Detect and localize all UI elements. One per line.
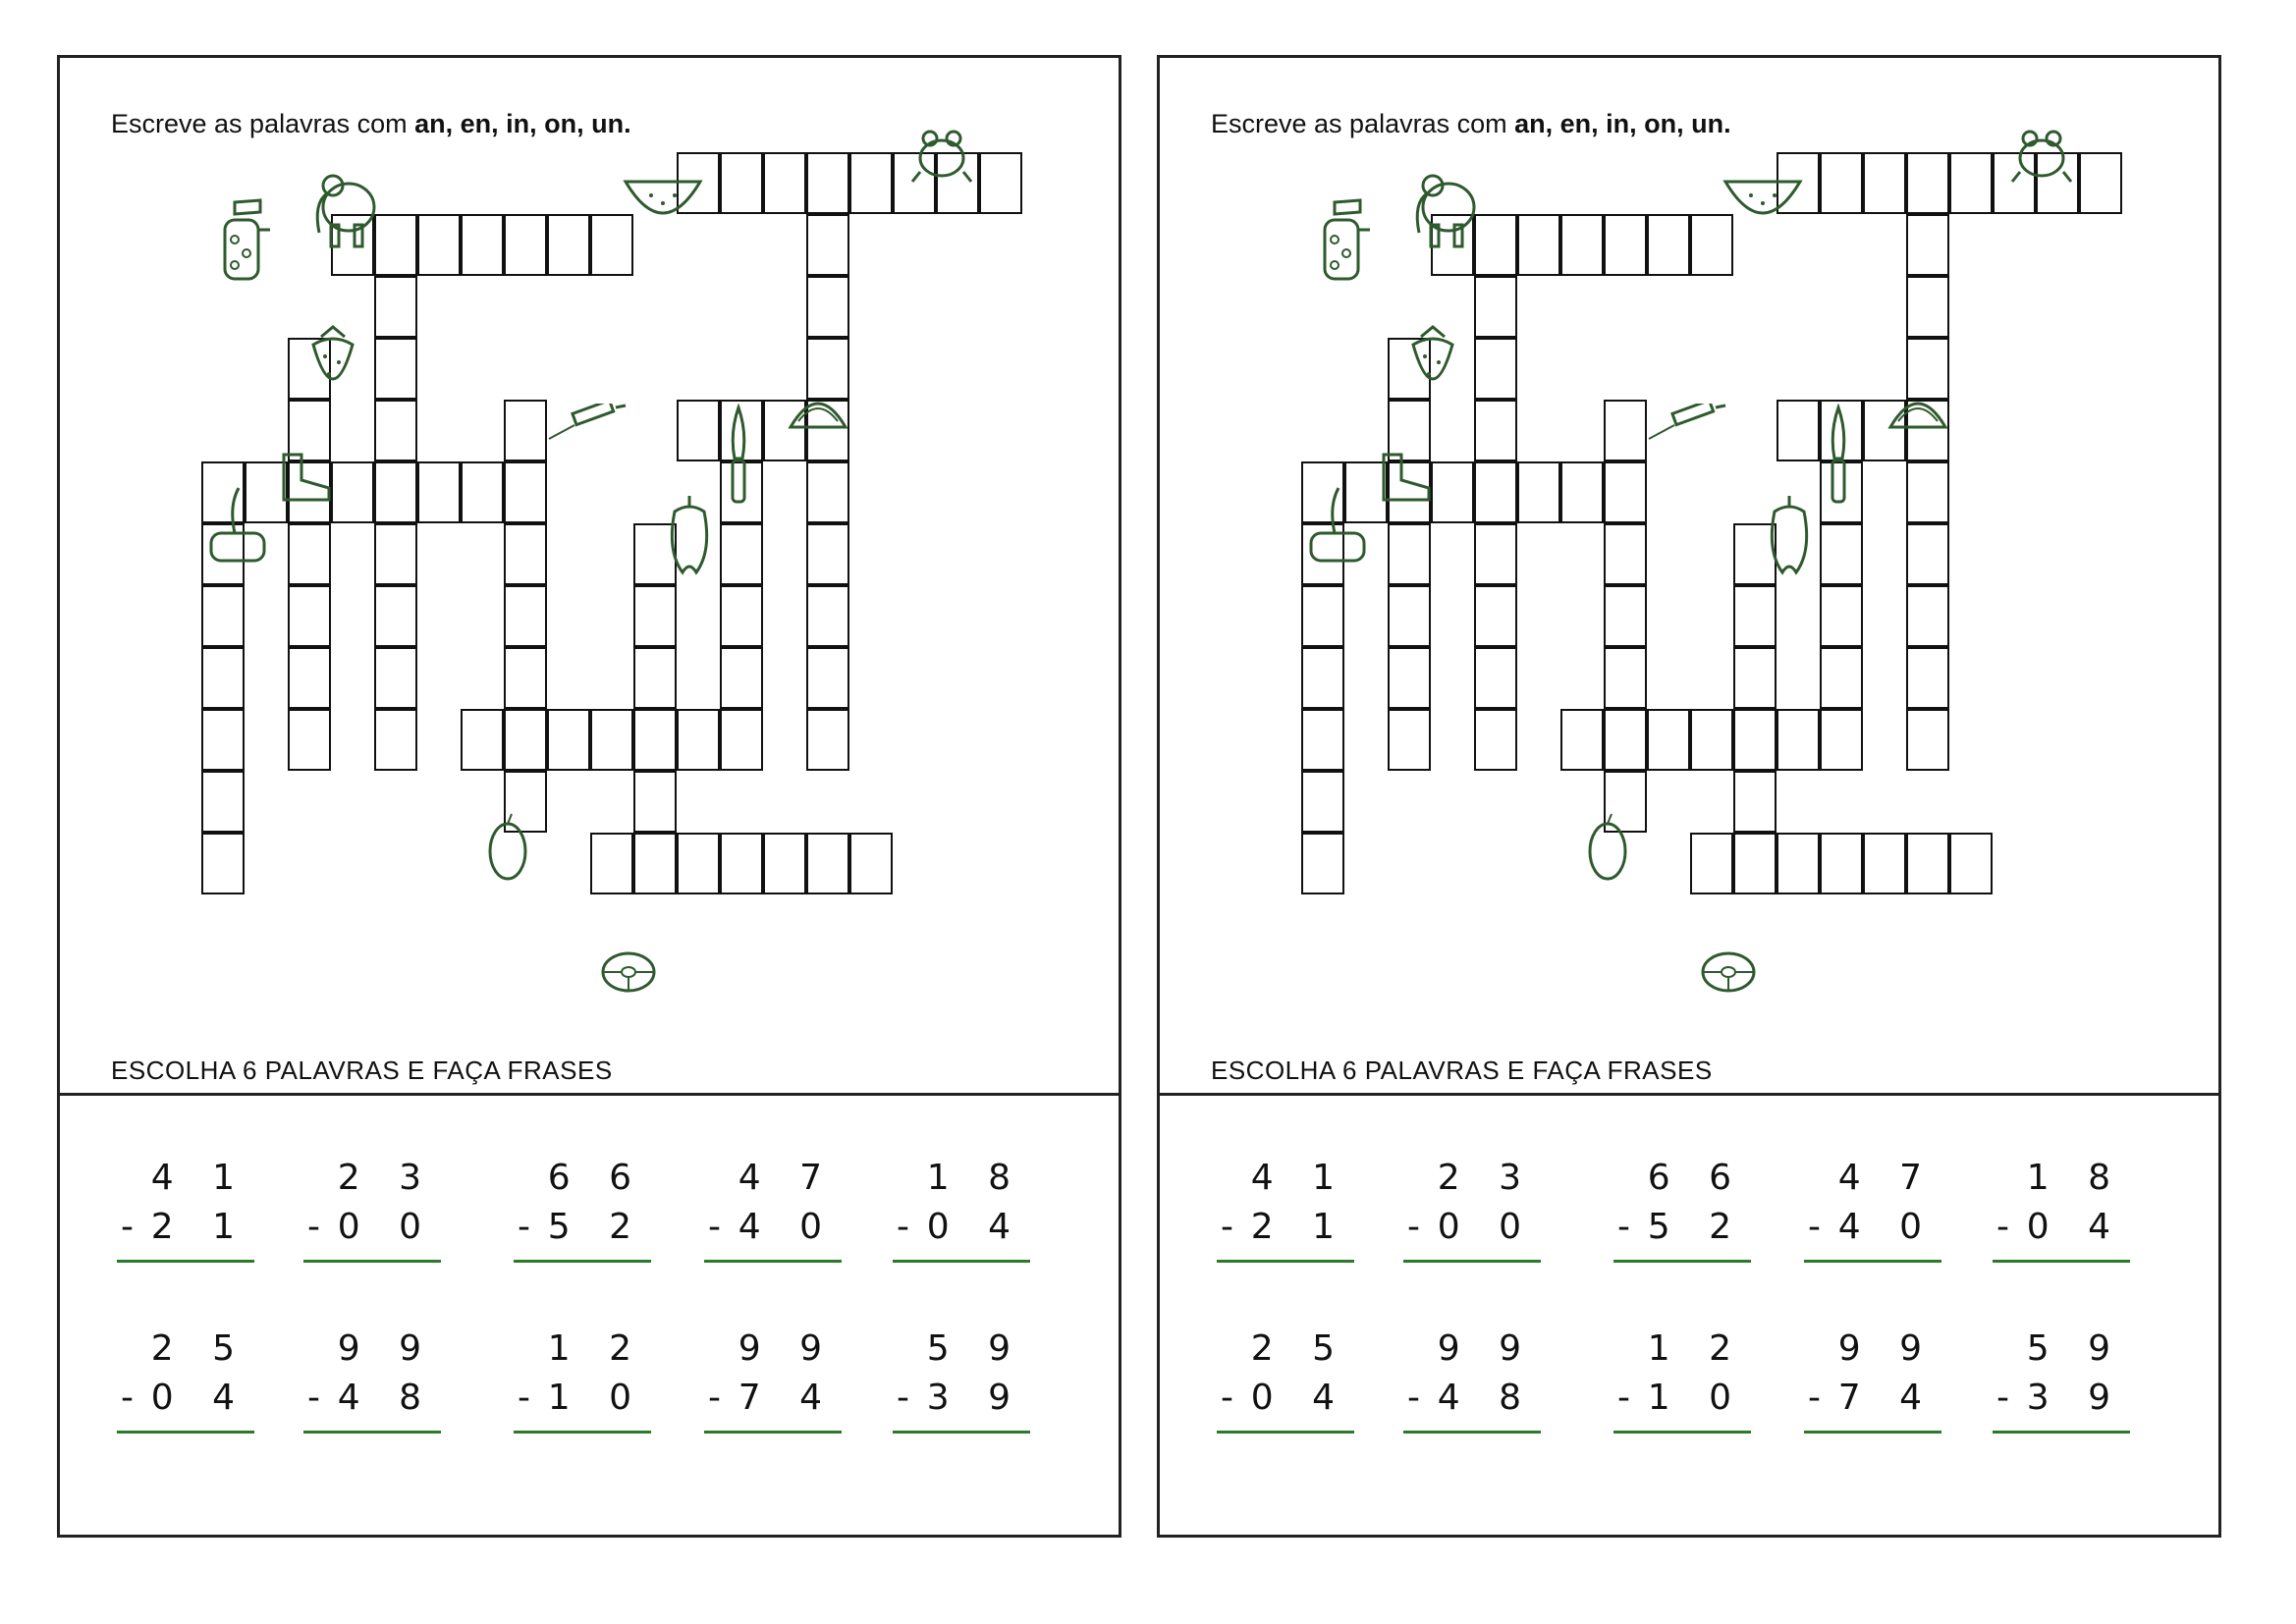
minus-sign: - [1617, 1378, 1630, 1418]
minuend: 4 7 [738, 1158, 836, 1198]
strawberry-icon [307, 323, 358, 408]
minus-sign: - [1221, 1378, 1233, 1418]
crossword-cell[interactable] [461, 214, 504, 276]
crossword-cell[interactable] [374, 276, 417, 338]
subtrahend: 4 0 [738, 1207, 836, 1247]
subtraction-problem [121, 1328, 248, 1436]
subtrahend: 0 4 [2026, 1207, 2124, 1247]
subtrahend: 0 4 [1250, 1378, 1348, 1418]
elephant-icon [307, 164, 382, 257]
boot-icon [274, 451, 335, 509]
minus-sign: - [1407, 1207, 1420, 1247]
subtraction-problem [518, 1328, 645, 1436]
subtraction-problem [708, 1158, 836, 1266]
subtraction-problem [1996, 1158, 2124, 1266]
subtraction-problem [1996, 1328, 2124, 1436]
crossword-cell[interactable] [806, 647, 849, 709]
strawberry-icon [1407, 323, 1458, 408]
section-divider [60, 1093, 1119, 1096]
minuend: 6 6 [1647, 1158, 1745, 1198]
minuend: 4 1 [1250, 1158, 1348, 1198]
watermelon-icon [1722, 176, 1804, 236]
crossword-cell[interactable] [504, 523, 547, 585]
minus-sign: - [1617, 1207, 1630, 1247]
crossword-cell[interactable] [374, 338, 417, 400]
crossword-cell[interactable] [1906, 214, 1949, 276]
crossword-cell[interactable] [504, 709, 547, 771]
minuend: 5 9 [2026, 1328, 2124, 1369]
crossword-cell[interactable] [1777, 709, 1820, 771]
crossword-cell[interactable] [1906, 647, 1949, 709]
crossword-cell[interactable] [806, 338, 849, 400]
minus-sign: - [708, 1207, 721, 1247]
pot-icon [1317, 190, 1372, 294]
crossword-cell[interactable] [1301, 647, 1344, 709]
crossword-cell[interactable] [1949, 152, 1993, 214]
minuend: 6 6 [547, 1158, 645, 1198]
crossword-cell[interactable] [1733, 833, 1777, 894]
crossword-cell[interactable] [1604, 647, 1647, 709]
crossword-cell[interactable] [1733, 709, 1777, 771]
instruction-prefix: Escreve as palavras com [111, 109, 408, 138]
minus-sign: - [1996, 1378, 2009, 1418]
answer-line [1403, 1431, 1541, 1434]
crossword-cell[interactable] [1733, 771, 1777, 833]
crossword-cell[interactable] [374, 585, 417, 647]
crossword-cell[interactable] [1604, 585, 1647, 647]
minuend: 2 3 [1437, 1158, 1535, 1198]
crossword-cell[interactable] [1604, 214, 1647, 276]
lemon-icon [1586, 812, 1629, 888]
frog-icon [2010, 123, 2073, 190]
crossword-cell[interactable] [547, 709, 590, 771]
minuend: 5 9 [926, 1328, 1024, 1369]
crossword-cell[interactable] [633, 771, 677, 833]
crossword-cell[interactable] [806, 833, 849, 894]
subtraction-problem [897, 1328, 1024, 1436]
answer-line [704, 1431, 842, 1434]
crossword-cell[interactable] [1388, 585, 1431, 647]
answer-line [1217, 1260, 1354, 1263]
crossword-cell[interactable] [504, 461, 547, 523]
crossword-cell[interactable] [1560, 214, 1604, 276]
crossword-cell[interactable] [1474, 338, 1517, 400]
minuend: 9 9 [337, 1328, 435, 1369]
minuend: 1 2 [1647, 1328, 1745, 1369]
crossword-cell[interactable] [1733, 585, 1777, 647]
crossword-cell[interactable] [677, 709, 720, 771]
answer-line [1403, 1260, 1541, 1263]
answer-line [117, 1431, 254, 1434]
minuend: 1 8 [926, 1158, 1024, 1198]
crossword-cell[interactable] [201, 585, 245, 647]
crossword-cell[interactable] [504, 647, 547, 709]
crossword-cell[interactable] [547, 214, 590, 276]
answer-line [1613, 1260, 1751, 1263]
minuend: 4 1 [150, 1158, 248, 1198]
answer-line [1613, 1431, 1751, 1434]
minuend: 9 9 [738, 1328, 836, 1369]
pot-icon [217, 190, 272, 294]
subtraction-problem [518, 1158, 645, 1266]
subtraction-problem [1617, 1158, 1745, 1266]
crossword-cell[interactable] [1560, 709, 1604, 771]
minus-sign: - [307, 1378, 320, 1418]
subtraction-problem [1221, 1328, 1348, 1436]
lemon-icon [486, 812, 529, 888]
subtrahend: 4 8 [1437, 1378, 1535, 1418]
crossword-cell[interactable] [1517, 461, 1560, 523]
crossword-cell[interactable] [720, 523, 763, 585]
pepper-icon [1765, 492, 1814, 581]
steering-wheel-icon [1700, 949, 1757, 1000]
crossword-cell[interactable] [461, 709, 504, 771]
crossword-cell[interactable] [201, 647, 245, 709]
crossword-cell[interactable] [461, 461, 504, 523]
crossword-cell[interactable] [374, 400, 417, 461]
instruction-prefix: Escreve as palavras com [1211, 109, 1507, 138]
crossword-cell[interactable] [1863, 152, 1906, 214]
crossword-cell[interactable] [374, 461, 417, 523]
answer-line [514, 1260, 651, 1263]
subtrahend: 4 0 [1837, 1207, 1936, 1247]
minus-sign: - [121, 1207, 134, 1247]
minuend: 1 2 [547, 1328, 645, 1369]
crossword-cell[interactable] [806, 276, 849, 338]
crossword-cell[interactable] [1604, 400, 1647, 461]
inkwell-quill-icon [1305, 484, 1370, 569]
crossword-cell[interactable] [1301, 585, 1344, 647]
crossword-cell[interactable] [590, 709, 633, 771]
crossword-cell[interactable] [288, 709, 331, 771]
subtrahend: 0 4 [150, 1378, 248, 1418]
answer-line [514, 1431, 651, 1434]
crossword-cell[interactable] [288, 585, 331, 647]
answer-line [303, 1260, 441, 1263]
subtraction-problem [1617, 1328, 1745, 1436]
subtraction-problem [121, 1158, 248, 1266]
subtraction-problem [1221, 1158, 1348, 1266]
crossword-cell[interactable] [1560, 461, 1604, 523]
minus-sign: - [1808, 1207, 1821, 1247]
crossword-cell[interactable] [1604, 523, 1647, 585]
crossword-cell[interactable] [1733, 647, 1777, 709]
subtrahend: 5 2 [1647, 1207, 1745, 1247]
crossword-cell[interactable] [417, 461, 461, 523]
crossword-cell[interactable] [1690, 709, 1733, 771]
subtraction-problem [1808, 1158, 1936, 1266]
crossword-cell[interactable] [1906, 585, 1949, 647]
answer-line [1993, 1431, 2130, 1434]
crossword-cell[interactable] [677, 400, 720, 461]
crossword-cell[interactable] [1949, 833, 1993, 894]
minus-sign: - [307, 1207, 320, 1247]
crossword-cell[interactable] [1431, 461, 1474, 523]
crossword-cell[interactable] [1820, 833, 1863, 894]
melon-slice-icon [1886, 392, 1949, 436]
subtraction-problem [1808, 1328, 1936, 1436]
crossword-cell[interactable] [806, 585, 849, 647]
crossword-cell[interactable] [806, 709, 849, 771]
crossword-cell[interactable] [806, 152, 849, 214]
section-divider [1160, 1093, 2218, 1096]
answer-line [303, 1431, 441, 1434]
crossword-cell[interactable] [849, 833, 893, 894]
crossword-cell[interactable] [1301, 709, 1344, 771]
crossword-cell[interactable] [1474, 461, 1517, 523]
crossword-cell[interactable] [806, 523, 849, 585]
worksheet-left [57, 55, 1121, 1538]
minuend: 2 5 [150, 1328, 248, 1369]
subtrahend: 0 0 [1437, 1207, 1535, 1247]
instruction [1211, 109, 1731, 139]
crossword-cell[interactable] [1647, 709, 1690, 771]
answer-line [893, 1431, 1030, 1434]
crossword-cell[interactable] [720, 585, 763, 647]
subtrahend: 0 0 [337, 1207, 435, 1247]
crossword-cell[interactable] [1474, 276, 1517, 338]
crossword-cell[interactable] [1906, 338, 1949, 400]
knife-icon [728, 404, 749, 511]
melon-slice-icon [787, 392, 849, 436]
crossword-cell[interactable] [1474, 647, 1517, 709]
crossword-cell[interactable] [633, 585, 677, 647]
subtraction-problem [307, 1328, 435, 1436]
pepper-icon [665, 492, 714, 581]
subtraction-problem [708, 1328, 836, 1436]
crossword-cell[interactable] [504, 400, 547, 461]
crossword-cell[interactable] [504, 585, 547, 647]
crossword-cell[interactable] [720, 709, 763, 771]
crossword-cell[interactable] [720, 833, 763, 894]
crossword-cell[interactable] [1517, 214, 1560, 276]
subtrahend: 0 4 [926, 1207, 1024, 1247]
crossword-cell[interactable] [1906, 152, 1949, 214]
crossword-cell[interactable] [1474, 709, 1517, 771]
crossword-cell[interactable] [806, 461, 849, 523]
worksheet-right [1157, 55, 2221, 1538]
subtraction-problem [307, 1158, 435, 1266]
crossword-cell[interactable] [720, 647, 763, 709]
crossword-cell[interactable] [1863, 833, 1906, 894]
answer-line [1217, 1431, 1354, 1434]
answer-line [893, 1260, 1030, 1263]
crossword-cell[interactable] [2079, 152, 2122, 214]
minus-sign: - [121, 1378, 134, 1418]
subtraction-problem [897, 1158, 1024, 1266]
crossword-cell[interactable] [201, 833, 245, 894]
subtraction-problem [1407, 1328, 1535, 1436]
frog-icon [910, 123, 973, 190]
instruction-letters: an, en, in, on, un. [414, 109, 631, 138]
crossword-cell[interactable] [1777, 833, 1820, 894]
crossword-cell[interactable] [1906, 523, 1949, 585]
minuend: 2 5 [1250, 1328, 1348, 1369]
syringe-icon [1645, 404, 1729, 448]
minus-sign: - [897, 1207, 909, 1247]
crossword-cell[interactable] [806, 214, 849, 276]
crossword-cell[interactable] [374, 647, 417, 709]
minus-sign: - [1221, 1207, 1233, 1247]
answer-line [1804, 1260, 1941, 1263]
subtrahend: 3 9 [2026, 1378, 2124, 1418]
watermelon-icon [622, 176, 704, 236]
minus-sign: - [1996, 1207, 2009, 1247]
minuend: 9 9 [1837, 1328, 1936, 1369]
subtrahend: 5 2 [547, 1207, 645, 1247]
crossword-cell[interactable] [763, 833, 806, 894]
crossword-cell[interactable] [288, 647, 331, 709]
crossword-cell[interactable] [633, 833, 677, 894]
answer-line [704, 1260, 842, 1263]
knife-icon [1828, 404, 1849, 511]
sentences-title: ESCOLHA 6 PALAVRAS E FAÇA FRASES [111, 1056, 613, 1085]
sentences-title: ESCOLHA 6 PALAVRAS E FAÇA FRASES [1211, 1056, 1713, 1085]
instruction-letters: an, en, in, on, un. [1514, 109, 1731, 138]
minus-sign: - [518, 1378, 530, 1418]
crossword-cell[interactable] [1301, 771, 1344, 833]
subtrahend: 7 4 [1837, 1378, 1936, 1418]
crossword-cell[interactable] [331, 461, 374, 523]
crossword-cell[interactable] [590, 833, 633, 894]
crossword-cell[interactable] [1647, 214, 1690, 276]
crossword-cell[interactable] [1388, 709, 1431, 771]
crossword-cell[interactable] [720, 152, 763, 214]
crossword-cell[interactable] [1906, 461, 1949, 523]
minuend: 9 9 [1437, 1328, 1535, 1369]
crossword-cell[interactable] [849, 152, 893, 214]
crossword-cell[interactable] [201, 709, 245, 771]
crossword-cell[interactable] [1474, 585, 1517, 647]
minus-sign: - [1407, 1378, 1420, 1418]
crossword-cell[interactable] [979, 152, 1022, 214]
crossword-cell[interactable] [201, 771, 245, 833]
crossword-cell[interactable] [633, 709, 677, 771]
subtrahend: 7 4 [738, 1378, 836, 1418]
instruction [111, 109, 631, 139]
crossword-cell[interactable] [1820, 523, 1863, 585]
minuend: 4 7 [1837, 1158, 1936, 1198]
boot-icon [1374, 451, 1435, 509]
crossword-cell[interactable] [1906, 276, 1949, 338]
crossword-cell[interactable] [1820, 647, 1863, 709]
crossword-cell[interactable] [1474, 400, 1517, 461]
subtrahend: 3 9 [926, 1378, 1024, 1418]
minus-sign: - [708, 1378, 721, 1418]
subtrahend: 2 1 [1250, 1207, 1348, 1247]
answer-line [117, 1260, 254, 1263]
subtrahend: 2 1 [150, 1207, 248, 1247]
minuend: 1 8 [2026, 1158, 2124, 1198]
answer-line [1993, 1260, 2130, 1263]
minuend: 2 3 [337, 1158, 435, 1198]
crossword-cell[interactable] [1474, 523, 1517, 585]
crossword-cell[interactable] [1906, 709, 1949, 771]
crossword-cell[interactable] [633, 647, 677, 709]
crossword-cell[interactable] [1604, 461, 1647, 523]
crossword-cell[interactable] [374, 709, 417, 771]
crossword-cell[interactable] [1301, 833, 1344, 894]
crossword-cell[interactable] [374, 523, 417, 585]
crossword-cell[interactable] [1820, 152, 1863, 214]
crossword-cell[interactable] [1820, 585, 1863, 647]
subtraction-problem [1407, 1158, 1535, 1266]
crossword-cell[interactable] [1820, 709, 1863, 771]
minus-sign: - [897, 1378, 909, 1418]
crossword-cell[interactable] [1388, 523, 1431, 585]
minus-sign: - [518, 1207, 530, 1247]
subtrahend: 1 0 [547, 1378, 645, 1418]
subtrahend: 1 0 [1647, 1378, 1745, 1418]
crossword-cell[interactable] [1388, 647, 1431, 709]
syringe-icon [545, 404, 629, 448]
crossword-cell[interactable] [417, 214, 461, 276]
crossword-cell[interactable] [504, 214, 547, 276]
crossword-cell[interactable] [1690, 833, 1733, 894]
crossword-cell[interactable] [1906, 833, 1949, 894]
crossword-cell[interactable] [1604, 709, 1647, 771]
answer-line [1804, 1431, 1941, 1434]
inkwell-quill-icon [205, 484, 270, 569]
crossword-cell[interactable] [1777, 400, 1820, 461]
minus-sign: - [1808, 1378, 1821, 1418]
crossword-cell[interactable] [288, 523, 331, 585]
subtrahend: 4 8 [337, 1378, 435, 1418]
steering-wheel-icon [600, 949, 657, 1000]
crossword-cell[interactable] [763, 152, 806, 214]
elephant-icon [1407, 164, 1482, 257]
crossword-cell[interactable] [677, 833, 720, 894]
